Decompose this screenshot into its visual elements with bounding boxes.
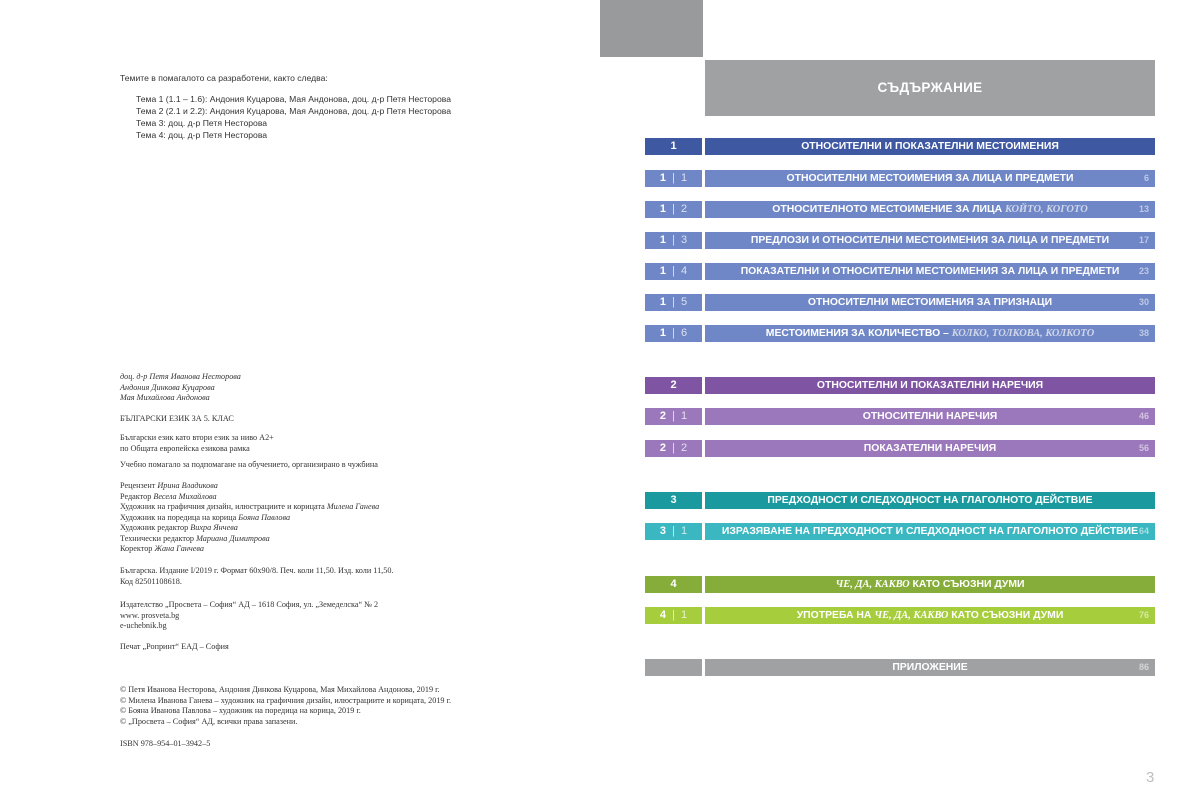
authors-intro: Темите в помагалото са разработени, както следва:	[120, 73, 328, 83]
toc-title-emphasis: КОЛКО, ТОЛКОВА, КОЛКОТО	[951, 328, 1095, 339]
toc-row-number	[645, 440, 702, 457]
toc-subsection-number: 1	[681, 172, 688, 184]
toc-row-number	[645, 377, 702, 394]
toc-subsection-number: 4	[681, 265, 688, 277]
toc-page-number: 46	[1138, 411, 1149, 421]
decorative-gray-block	[600, 0, 703, 57]
toc-row-title	[705, 232, 1155, 249]
toc-title-text: ОТНОСИТЕЛНОТО МЕСТОИМЕНИЕ ЗА ЛИЦА	[772, 204, 1005, 215]
toc-page-number: 13	[1138, 204, 1149, 214]
toc-title-text: КАТО СЪЮЗНИ ДУМИ	[909, 579, 1025, 590]
page-number: 3	[1146, 769, 1155, 786]
isbn: ISBN 978–954–01–3942–5	[120, 739, 211, 748]
publisher-website: e-uchebnik.bg	[120, 621, 167, 630]
toc-row-title	[705, 325, 1155, 342]
toc-section-row[interactable]	[645, 576, 1155, 593]
toc-row-title	[705, 294, 1155, 311]
toc-page-number: 6	[1143, 173, 1149, 183]
toc-subsection-row[interactable]	[645, 294, 1155, 311]
book-purpose: Учебно помагало за подпомагане на обучението, организирано в чужбина	[120, 460, 378, 469]
toc-subsection-number: 2	[681, 442, 688, 454]
credit-role: Технически редактор	[120, 533, 197, 543]
credit-line	[120, 513, 379, 524]
toc-page-number: 64	[1138, 526, 1149, 536]
toc-title-text: ОТНОСИТЕЛНИ И ПОКАЗАТЕЛНИ НАРЕЧИЯ	[816, 380, 1044, 391]
credit-line	[120, 534, 379, 545]
toc-subsection-row[interactable]	[645, 408, 1155, 425]
toc-row-number	[645, 492, 702, 509]
book-title: БЪЛГАРСКИ ЕЗИК ЗА 5. КЛАС	[120, 414, 234, 423]
toc-number-divider: |	[665, 265, 682, 277]
credit-line	[120, 523, 379, 534]
subtitle-line: по Общата европейска езикова рамка	[120, 443, 250, 453]
credit-name: Милена Ганева	[326, 502, 380, 511]
imprint-author: доц. д-р Петя Иванова Несторова	[120, 372, 241, 381]
toc-title-text: ОТНОСИТЕЛНИ МЕСТОИМЕНИЯ ЗА ЛИЦА И ПРЕДМЕТИ	[786, 173, 1074, 184]
credit-line	[120, 481, 379, 492]
toc-section-number: 1	[659, 296, 666, 308]
toc-section-number: 2	[670, 379, 677, 391]
toc-title: СЪДЪРЖАНИЕ	[877, 80, 983, 95]
toc-section-number: 1	[659, 203, 666, 215]
toc-row-title	[705, 492, 1155, 509]
book-subtitle	[120, 433, 274, 454]
toc-section-row[interactable]	[645, 659, 1155, 676]
toc-title-text: ПОКАЗАТЕЛНИ НАРЕЧИЯ	[863, 443, 997, 454]
toc-row-title	[705, 607, 1155, 624]
toc-row-number	[645, 170, 702, 187]
credit-line	[120, 544, 379, 555]
toc-section-number: 1	[659, 327, 666, 339]
toc-section-number: 2	[659, 410, 666, 422]
edition-info	[120, 566, 393, 587]
toc-row-title	[705, 263, 1155, 280]
toc-number-divider: |	[665, 172, 682, 184]
toc-section-number: 1	[670, 140, 677, 152]
toc-number-divider: |	[665, 525, 682, 537]
toc-row-number	[645, 294, 702, 311]
credit-role: Коректор	[120, 544, 155, 553]
toc-row-title	[705, 138, 1155, 155]
author-topic: Тема 4: доц. д-р Петя Несторова	[136, 130, 268, 140]
toc-title-emphasis: КОЙТО, КОГОТО	[1004, 204, 1088, 215]
author-topic: Тема 1 (1.1 – 1.6): Андония Куцарова, Мая Андонова, доц. д-р Петя Несторова	[136, 94, 451, 104]
toc-title-text: ИЗРАЗЯВАНЕ НА ПРЕДХОДНОСТ И СЛЕДХОДНОСТ НА ГЛАГОЛНОТО ДЕЙСТВИЕ	[721, 526, 1139, 537]
copyright-line: © „Просвета – София“ АД, всички права запазени.	[120, 716, 298, 726]
toc-row-number	[645, 232, 702, 249]
toc-row-title	[705, 659, 1155, 676]
copyright-info	[120, 685, 451, 727]
toc-subsection-row[interactable]	[645, 607, 1155, 624]
toc-row-number	[645, 263, 702, 280]
toc-section-row[interactable]	[645, 492, 1155, 509]
toc-section-number: 3	[659, 525, 666, 537]
toc-title-box	[705, 60, 1155, 116]
toc-title-text: ПОКАЗАТЕЛНИ И ОТНОСИТЕЛНИ МЕСТОИМЕНИЯ ЗА ЛИЦА И ПРЕДМЕТИ	[740, 266, 1120, 277]
toc-page-number: 17	[1138, 235, 1149, 245]
toc-title-text: ПРИЛОЖЕНИЕ	[892, 662, 968, 673]
toc-subsection-row[interactable]	[645, 263, 1155, 280]
toc-number-divider: |	[665, 203, 682, 215]
toc-title-emphasis: ЧЕ, ДА, КАКВО	[835, 579, 910, 590]
publisher-info	[120, 600, 378, 632]
toc-title-text: ПРЕДЛОЗИ И ОТНОСИТЕЛНИ МЕСТОИМЕНИЯ ЗА ЛИЦА И ПРЕДМЕТИ	[750, 235, 1110, 246]
toc-number-divider: |	[665, 609, 682, 621]
toc-subsection-number: 1	[681, 609, 688, 621]
toc-row-number	[645, 201, 702, 218]
toc-subsection-number: 2	[681, 203, 688, 215]
toc-row-number	[645, 523, 702, 540]
toc-subsection-row[interactable]	[645, 440, 1155, 457]
toc-section-row[interactable]	[645, 377, 1155, 394]
toc-row-title	[705, 408, 1155, 425]
toc-subsection-number: 1	[681, 525, 688, 537]
toc-row-title	[705, 576, 1155, 593]
toc-subsection-number: 6	[681, 327, 688, 339]
toc-title-emphasis: ЧЕ, ДА, КАКВО	[874, 610, 949, 621]
toc-row-number	[645, 576, 702, 593]
toc-page-number: 76	[1138, 610, 1149, 620]
credit-name: Жана Ганчева	[154, 544, 204, 553]
toc-section-number: 1	[659, 234, 666, 246]
print-info: Печат „Ропринт“ ЕАД – София	[120, 642, 229, 651]
toc-section-number: 3	[670, 494, 677, 506]
toc-row-title	[705, 170, 1155, 187]
toc-title-text: ОТНОСИТЕЛНИ НАРЕЧИЯ	[862, 411, 998, 422]
toc-row-number	[645, 325, 702, 342]
toc-subsection-row[interactable]	[645, 201, 1155, 218]
toc-page-number: 30	[1138, 297, 1149, 307]
toc-number-divider: |	[665, 296, 682, 308]
toc-row-title	[705, 523, 1155, 540]
copyright-line: © Милена Иванова Ганева – художник на графичния дизайн, илюстрациите и корицата, 2019 г.	[120, 695, 452, 705]
toc-title-text: МЕСТОИМЕНИЯ ЗА КОЛИЧЕСТВО –	[765, 328, 952, 339]
toc-section-row[interactable]	[645, 138, 1155, 155]
credit-role: Художник редактор	[120, 523, 191, 532]
edition-line: Българска. Издание I/2019 г. Формат 60x90/8. Печ. коли 11,50. Изд. коли 11,50.	[120, 566, 394, 575]
toc-subsection-row[interactable]	[645, 325, 1155, 342]
toc-page-number: 38	[1138, 328, 1149, 338]
toc-section-number: 1	[659, 172, 666, 184]
subtitle-line: Български език като втори език за ниво А2+	[120, 433, 274, 442]
toc-section-number: 1	[659, 265, 666, 277]
toc-subsection-row[interactable]	[645, 523, 1155, 540]
toc-title-text: УПОТРЕБА НА	[796, 610, 875, 621]
author-topic: Тема 2 (2.1 и 2.2): Андония Куцарова, Мая Андонова, доц. д-р Петя Несторова	[136, 106, 451, 116]
toc-row-number	[645, 408, 702, 425]
toc-title-text: ОТНОСИТЕЛНИ МЕСТОИМЕНИЯ ЗА ПРИЗНАЦИ	[807, 297, 1053, 308]
toc-title-text: КАТО СЪЮЗНИ ДУМИ	[948, 610, 1064, 621]
toc-subsection-number: 1	[681, 410, 688, 422]
imprint-authors	[120, 372, 241, 404]
imprint-author: Андония Динкова Куцарова	[120, 382, 215, 392]
toc-row-number	[645, 607, 702, 624]
credit-role: Художник на графичния дизайн, илюстрациите и корицата	[120, 502, 327, 511]
publisher-website: www. prosveta.bg	[120, 610, 180, 620]
toc-section-number: 4	[659, 609, 666, 621]
toc-page-number: 56	[1138, 443, 1149, 453]
credit-role: Редактор	[120, 491, 154, 501]
toc-subsection-row[interactable]	[645, 232, 1155, 249]
copyright-line: © Бояна Иванова Павлова – художник на поредица на корица, 2019 г.	[120, 706, 361, 715]
toc-title-text: ОТНОСИТЕЛНИ И ПОКАЗАТЕЛНИ МЕСТОИМЕНИЯ	[801, 141, 1059, 152]
toc-number-divider: |	[665, 442, 682, 454]
author-topics-list	[136, 93, 451, 141]
toc-title-text: ПРЕДХОДНОСТ И СЛЕДХОДНОСТ НА ГЛАГОЛНОТО ДЕЙСТВИЕ	[767, 495, 1093, 506]
edition-line: Код 82501108618.	[120, 576, 182, 586]
toc-number-divider: |	[665, 234, 682, 246]
credit-name: Бояна Павлова	[238, 512, 291, 522]
credit-name: Вихра Янчева	[190, 523, 238, 532]
credit-role: Рецензент	[120, 481, 158, 490]
publisher-line: Издателство „Просвета – София“ АД – 1618 София, ул. „Земеделска“ № 2	[120, 600, 379, 609]
author-topic: Тема 3: доц. д-р Петя Несторова	[136, 118, 268, 128]
toc-number-divider: |	[665, 327, 682, 339]
toc-row-number	[645, 659, 702, 676]
imprint-author: Мая Михайлова Андонова	[120, 393, 210, 402]
toc-row-number	[645, 138, 702, 155]
credit-name: Мариана Димитрова	[196, 533, 270, 543]
toc-number-divider: |	[665, 410, 682, 422]
credit-line	[120, 502, 379, 513]
toc-row-title	[705, 440, 1155, 457]
toc-page-number: 23	[1138, 266, 1149, 276]
toc-subsection-number: 5	[681, 296, 688, 308]
toc-row-title	[705, 201, 1155, 218]
toc-page-number: 86	[1138, 662, 1149, 672]
credit-name: Весела Михайлова	[153, 491, 217, 501]
toc-subsection-row[interactable]	[645, 170, 1155, 187]
toc-row-title	[705, 377, 1155, 394]
credit-line	[120, 492, 379, 503]
toc-section-number: 2	[659, 442, 666, 454]
credit-name: Ирина Владикова	[157, 481, 218, 490]
toc-subsection-number: 3	[681, 234, 688, 246]
credit-role: Художник на поредица на корица	[120, 512, 239, 522]
toc-section-number: 4	[670, 578, 677, 590]
copyright-line: © Петя Иванова Несторова, Андония Динкова Куцарова, Мая Михайлова Андонова, 2019 г.	[120, 685, 440, 694]
credits-list	[120, 481, 379, 555]
